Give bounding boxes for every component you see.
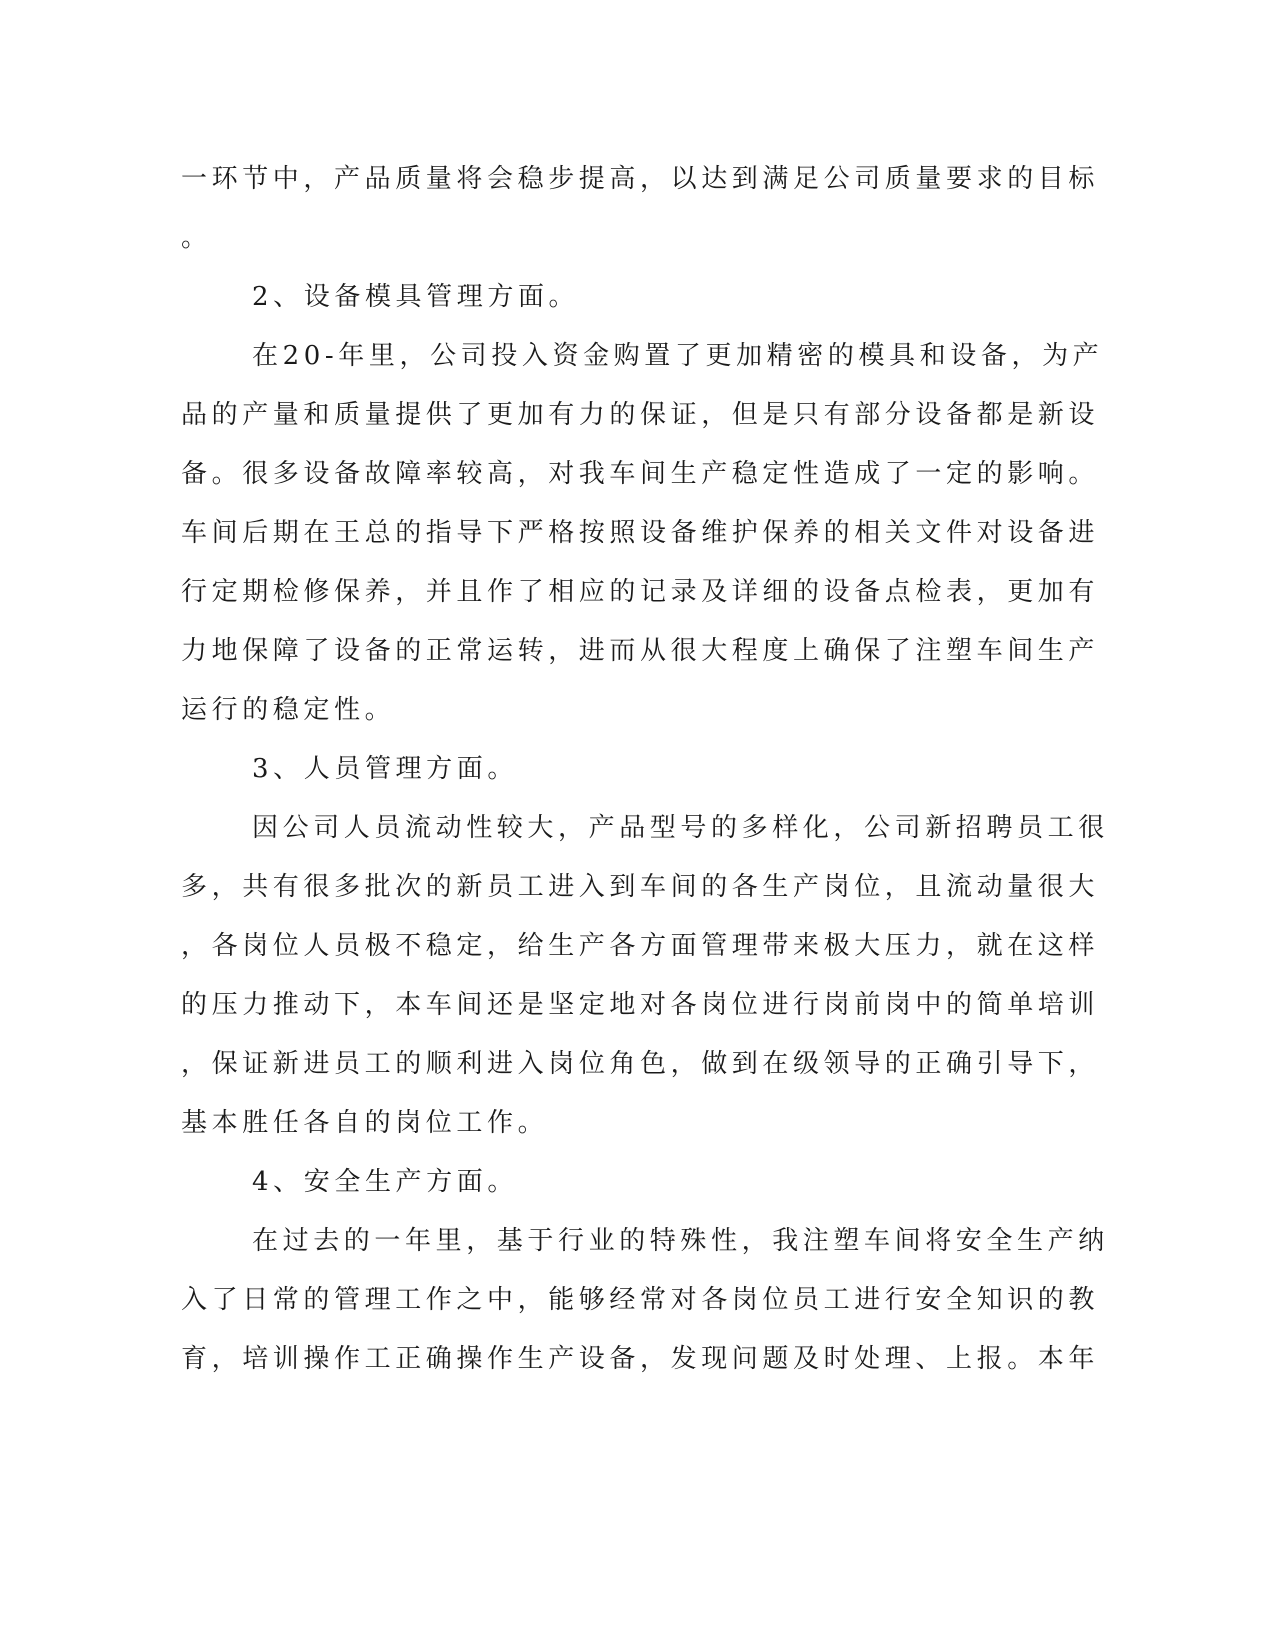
text-line: 备。很多设备故障率较高，对我车间生产稳定性造成了一定的影响。 — [181, 459, 1100, 489]
text-line: 力地保障了设备的正常运转，进而从很大程度上确保了注塑车间生产 — [181, 636, 1100, 666]
text-line: 因公司人员流动性较大，产品型号的多样化，公司新招聘员工很 — [252, 813, 1109, 843]
text-line: 在过去的一年里，基于行业的特殊性，我注塑车间将安全生产纳 — [252, 1226, 1109, 1256]
text-line: 入了日常的管理工作之中，能够经常对各岗位员工进行安全知识的教 — [181, 1285, 1100, 1315]
text-line: 运行的稳定性。 — [181, 695, 396, 725]
text-line: ，保证新进员工的顺利进入岗位角色，做到在级领导的正确引导下， — [181, 1049, 1100, 1079]
text-line: ，各岗位人员极不稳定，给生产各方面管理带来极大压力，就在这样 — [181, 931, 1100, 961]
text-line: 多，共有很多批次的新员工进入到车间的各生产岗位，且流动量很大 — [181, 872, 1100, 902]
text-line: 。 — [181, 223, 212, 253]
text-line: 一环节中，产品质量将会稳步提高，以达到满足公司质量要求的目标 — [181, 164, 1100, 194]
text-line: 在20-年里，公司投入资金购置了更加精密的模具和设备，为产 — [252, 341, 1104, 371]
text-line: 的压力推动下，本车间还是坚定地对各岗位进行岗前岗中的简单培训 — [181, 990, 1100, 1020]
text-line: 行定期检修保养，并且作了相应的记录及详细的设备点检表，更加有 — [181, 577, 1100, 607]
section-heading: 4、安全生产方面。 — [252, 1167, 518, 1197]
text-line: 育，培训操作工正确操作生产设备，发现问题及时处理、上报。本年 — [181, 1344, 1100, 1374]
section-heading: 2、设备模具管理方面。 — [252, 282, 580, 312]
text-line: 基本胜任各自的岗位工作。 — [181, 1108, 549, 1138]
section-heading: 3、人员管理方面。 — [252, 754, 518, 784]
text-line: 车间后期在王总的指导下严格按照设备维护保养的相关文件对设备进 — [181, 518, 1100, 548]
text-line: 品的产量和质量提供了更加有力的保证，但是只有部分设备都是新设 — [181, 400, 1100, 430]
